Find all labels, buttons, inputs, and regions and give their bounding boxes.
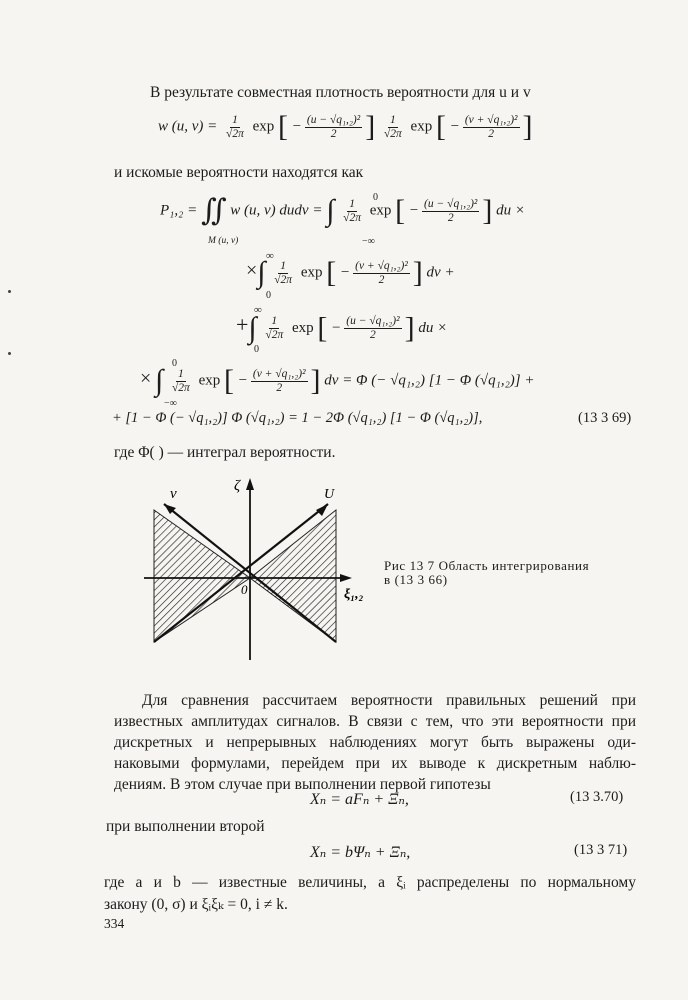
eq-p3-frac: $\frac{1}{√2\pi}$	[265, 315, 284, 342]
eq-p-integrand: w (u, v) dudv =	[230, 202, 323, 219]
eq-p2-exp: exp	[300, 264, 323, 281]
eq-p-line4: × ∫ $\frac{1}{√2\pi}$ exp [ − $\frac{\text{(v + √q₁,₂)²}}{2}$ ] dv = Φ (− √q₁,₂) [1 − Φ (√q₁,₂)] +	[140, 364, 535, 397]
eq-p-frac: $\frac{1}{√2\pi}$	[343, 197, 361, 224]
eq-p-lim-low-minf: −∞	[362, 236, 375, 247]
eq-w-exp2: exp	[410, 118, 433, 135]
eq-p3-exp: exp	[291, 320, 314, 336]
eq-p-tail4: dv = Φ (− √q₁,₂) [1 − Φ (√q₁,₂)] +	[324, 372, 535, 389]
para-line2: известных амплитудах сигналов. В связи с тем, что эти вероятности при	[114, 713, 636, 730]
eq-p4-exp: exp	[198, 372, 221, 389]
eq-p3-lim-up: ∞	[254, 304, 262, 316]
axis-label-xi: ξ₁,₂	[344, 587, 364, 602]
margin-mark	[8, 290, 11, 293]
eq-p-tail1: du ×	[496, 202, 525, 219]
margin-mark	[8, 352, 11, 355]
phi-definition: где Φ( ) — интеграл вероятности.	[114, 444, 336, 461]
eq-p-number: (13 3 69)	[578, 410, 632, 426]
eq-p2-inner: $\frac{\text{(v + √q₁,₂)²}}{2}$	[355, 259, 408, 286]
axis-label-v: v	[170, 486, 177, 502]
para-line4: наковыми формулами, перейдем при их выводе к дискретным наблю-	[114, 755, 636, 772]
eq-w-inner2: $\frac{\text{(v + √q₁,₂)²}}{2}$	[464, 113, 518, 140]
axis-label-zeta: ζ	[234, 478, 241, 494]
sought-line: и искомые вероятности находятся как	[114, 164, 364, 181]
eq-w-frac1: $\frac{1}{√2\pi}$	[226, 113, 244, 140]
u-arrow-icon	[316, 504, 328, 516]
para-line3: дискретных и непрерывных наблюдениях могут быть выражены оди-	[114, 734, 636, 751]
eq-w-exp1: exp	[252, 118, 275, 135]
eq-p-inner: $\frac{\text{(u − √q₁,₂)²}}{2}$	[424, 197, 478, 224]
page-number: 334	[104, 916, 125, 931]
figure-caption-line2: в (13 3 66)	[384, 572, 448, 587]
equation-70: Xₙ = aFₙ + Ξₙ,	[310, 791, 409, 808]
eq-p-tail3: du ×	[418, 320, 448, 336]
hatched-region-right	[250, 510, 336, 642]
eq-p-line5: + [1 − Φ (− √q₁,₂)] Φ (√q₁,₂) = 1 − 2Φ (√q₁,₂) [1 − Φ (√q₁,₂)],	[112, 410, 483, 426]
eq-p-lim-up-0: 0	[373, 192, 378, 203]
final-line1: где a и b — известные величины, а ξᵢ распределены по нормальному	[104, 874, 636, 891]
eq-p-lhs: P₁,₂ =	[160, 202, 198, 219]
integration-region-figure	[140, 470, 380, 670]
para-line5: дениям. В этом случае при выполнении первой гипотезы	[114, 776, 491, 793]
second-hypothesis-line: при выполнении второй	[106, 818, 265, 835]
eq-p-line2: ×∫ $\frac{1}{√2\pi}$ exp [ − $\frac{\text{(v + √q₁,₂)²}}{2}$ ] dv +	[246, 256, 455, 289]
intro-line: В результате совместная плотность вероятности для u и v	[150, 84, 531, 101]
eq-p2-lim-low: 0	[266, 290, 271, 301]
eq-p2-frac: $\frac{1}{√2\pi}$	[274, 259, 293, 286]
eq-p4-inner: $\frac{\text{(v + √q₁,₂)²}}{2}$	[252, 367, 306, 394]
equation-71: Xₙ = bΨₙ + Ξₙ,	[310, 844, 411, 861]
eq-w-lhs: w (u, v) =	[158, 118, 218, 135]
eq-p-exp: exp	[369, 202, 392, 219]
eq-p-tail2: dv +	[426, 264, 455, 281]
eq-w-inner1: $\frac{\text{(u − √q₁,₂)²}}{2}$	[306, 113, 361, 140]
equation-71-number: (13 3 71)	[574, 842, 628, 858]
eq-p3-lim-low: 0	[254, 344, 259, 355]
eq-p4-frac: $\frac{1}{√2\pi}$	[172, 367, 190, 394]
final-line2: закону (0, σ) и ξᵢξₖ = 0, i ≠ k.	[104, 896, 288, 913]
figure-caption-line1: Рис 13 7 Область интегрирования	[384, 558, 590, 573]
eq-w-frac2: $\frac{1}{√2\pi}$	[383, 113, 402, 140]
eq-p-line3: +∫ $\frac{1}{√2\pi}$ exp [ − $\frac{\text{(u − √q₁,₂)²}}{2}$ ] du ×	[236, 311, 448, 345]
eq-p3-inner: $\frac{\text{(u − √q₁,₂)²}}{2}$	[346, 315, 400, 342]
origin-label: 0	[241, 582, 248, 597]
xi-arrow-icon	[340, 574, 352, 582]
eq-p-line1: P₁,₂ = ∬ w (u, v) dudv = ∫ $\frac{1}{√2\pi}$ exp [ − $\frac{\text{(u − √q₁,₂)²}}{2}$ ] du ×	[160, 194, 525, 227]
equation-w: w (u, v) = $\frac{1}{√2\pi}$ exp [ − $\frac{\text{(u − √q₁,₂)²}}{2}$ ] $\frac{1}{√2\pi}$ exp [ − $\frac{\text{(v + √q₁,₂)²}}{2}$ ]	[158, 110, 533, 143]
axis-label-u: U	[324, 487, 335, 502]
eq-p4-lim-up: 0	[172, 358, 177, 369]
para-line1: Для сравнения рассчитаем вероятности правильных решений при	[142, 692, 636, 709]
eq-p-region: M (u, v)	[208, 236, 239, 246]
eq-p2-lim-up: ∞	[266, 250, 274, 262]
eq-p4-lim-low: −∞	[164, 398, 177, 409]
equation-70-number: (13 3.70)	[570, 789, 624, 805]
zeta-arrow-icon	[246, 478, 254, 490]
